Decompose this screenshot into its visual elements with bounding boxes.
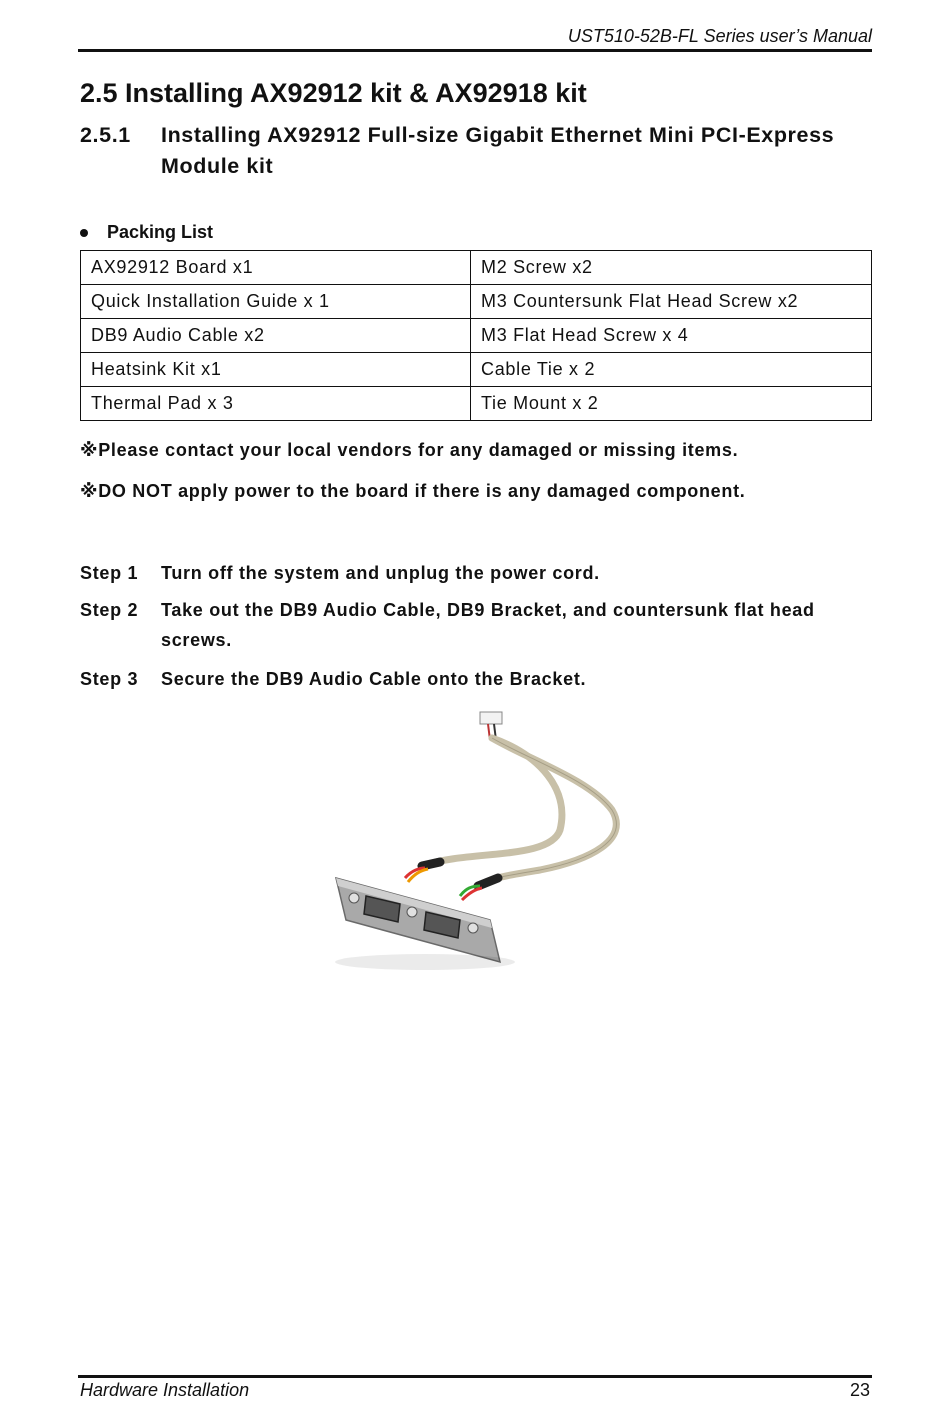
step-text: Turn off the system and unplug the power cord. [161,563,600,583]
footer-section-name: Hardware Installation [80,1380,250,1400]
footer-rule [78,1375,872,1378]
header-rule [78,49,872,52]
table-cell: M3 Flat Head Screw x 4 [471,319,872,353]
packing-list-heading [80,222,213,243]
table-cell: M3 Countersunk Flat Head Screw x2 [471,285,872,319]
step-2 [80,595,860,655]
step-label: Step 1 [80,563,139,583]
table-cell: Quick Installation Guide x 1 [81,285,471,319]
note-do-not-power: ※DO NOT apply power to the board if there is any damaged component. [80,481,746,501]
packing-list-label: Packing List [107,222,214,242]
table-row [81,353,872,387]
section-title: 2.5 Installing AX92912 kit & AX92918 kit [80,78,587,108]
db9-cable-bracket-photo [330,700,630,990]
step-text: Take out the DB9 Audio Cable, DB9 Bracket, and countersunk flat head screws. [161,600,815,650]
table-cell: AX92912 Board x1 [81,251,471,285]
step-label: Step 2 [80,600,139,620]
page-number: 23 [849,1380,870,1400]
table-row [81,319,872,353]
table-cell: Heatsink Kit x1 [81,353,471,387]
table-cell: M2 Screw x2 [471,251,872,285]
step-3 [80,664,860,694]
table-cell: Thermal Pad x 3 [81,387,471,421]
header-title: UST510-52B-FL Series user’s Manual [567,26,872,46]
table-row [81,251,872,285]
subsection-number: 2.5.1 [80,123,131,147]
step-text: Secure the DB9 Audio Cable onto the Bracket. [161,669,587,689]
table-cell: Cable Tie x 2 [471,353,872,387]
table-row [81,285,872,319]
step-1 [80,558,860,588]
table-cell: Tie Mount x 2 [471,387,872,421]
bullet-icon [80,229,88,237]
table-row [81,387,872,421]
subsection-title [80,120,840,182]
table-cell: DB9 Audio Cable x2 [81,319,471,353]
step-label: Step 3 [80,669,139,689]
subsection-text: Installing AX92912 Full-size Gigabit Ethernet Mini PCI-Express Module kit [161,123,835,178]
note-damaged-items: ※Please contact your local vendors for any damaged or missing items. [80,440,739,460]
packing-list-table [80,250,872,421]
